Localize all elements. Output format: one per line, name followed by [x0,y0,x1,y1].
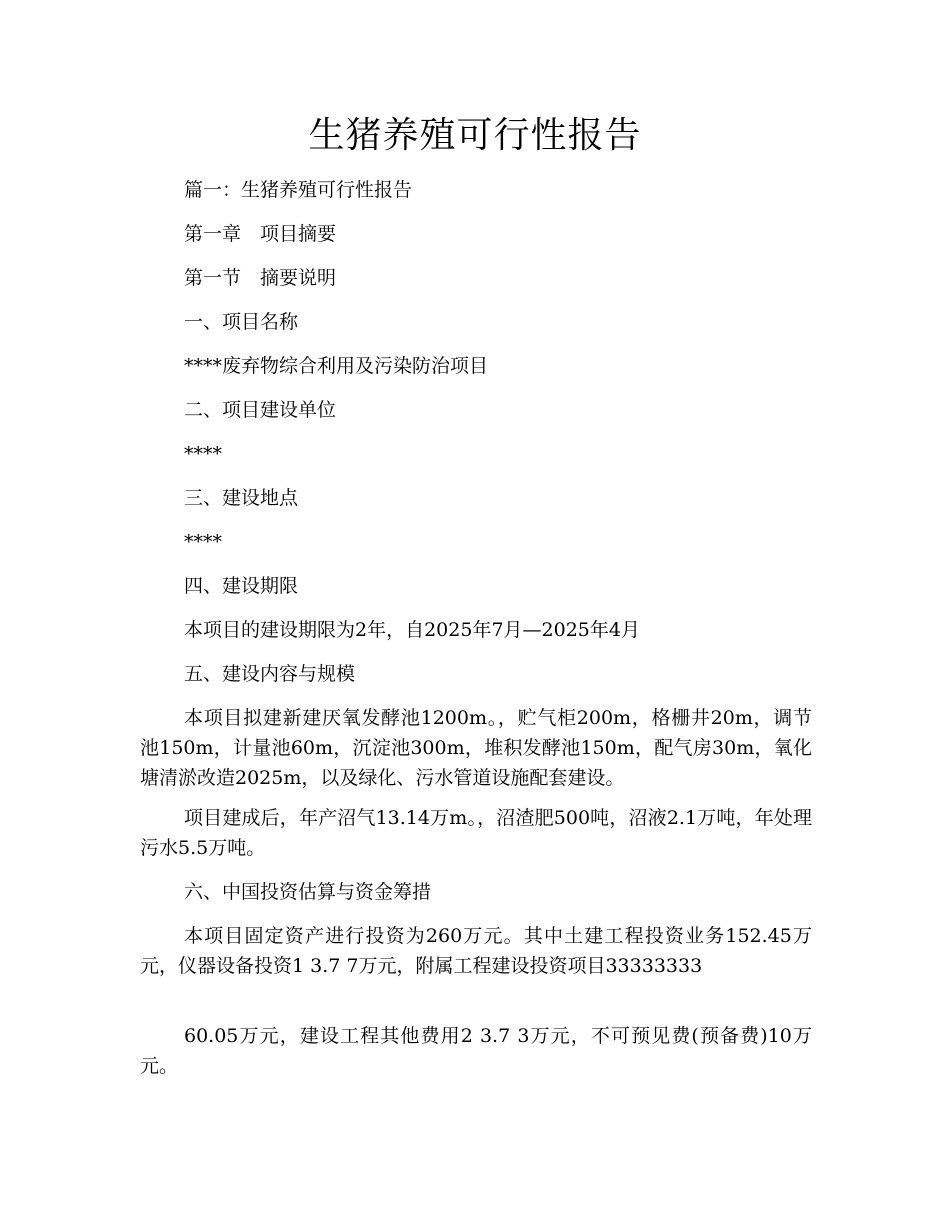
item-heading: 一、项目名称 [184,311,299,333]
document-title: 生猪养殖可行性报告 [308,115,642,156]
body-paragraph: 本项目拟建新建厌氧发酵池1200m。，贮气柜200m，格栅井20m，调节池150m，计量池60m，沉淀池300m，堆积发酵池150m，配气房30m，氧化塘清淤改造2025m，以及绿化、污水管道设施配套建设。 [140,707,812,789]
body-paragraph: 项目建成后，年产沼气13.14万m。，沼渣肥500吨，沼液2.1万吨，年处理污水5.5万吨。 [140,807,812,859]
item-value: ****废弃物综合利用及污染防治项目 [184,355,489,377]
body-paragraph: 60.05万元，建设工程其他费用2 3.7 3万元，不可预见费(预备费)10万元。 [140,1025,812,1077]
item-value: **** [184,443,222,465]
item-heading: 二、项目建设单位 [184,399,337,421]
body-paragraph: 本项目固定资产进行投资为260万元。其中土建工程投资业务152.45万元，仪器设备投资1 3.7 7万元，附属工程建设投资项目33333333 [140,925,812,977]
item-value: 本项目的建设期限为2年，自2025年7月—2025年4月 [184,619,640,641]
section-heading: 第一节 摘要说明 [184,267,337,289]
chapter-heading: 第一章 项目摘要 [184,223,337,245]
section-heading: 篇一：生猪养殖可行性报告 [184,179,413,201]
item-heading: 六、中国投资估算与资金筹措 [184,881,432,903]
item-heading: 三、建设地点 [184,487,299,509]
item-value: **** [184,531,222,553]
item-heading: 五、建设内容与规模 [184,663,356,685]
item-heading: 四、建设期限 [184,575,299,597]
